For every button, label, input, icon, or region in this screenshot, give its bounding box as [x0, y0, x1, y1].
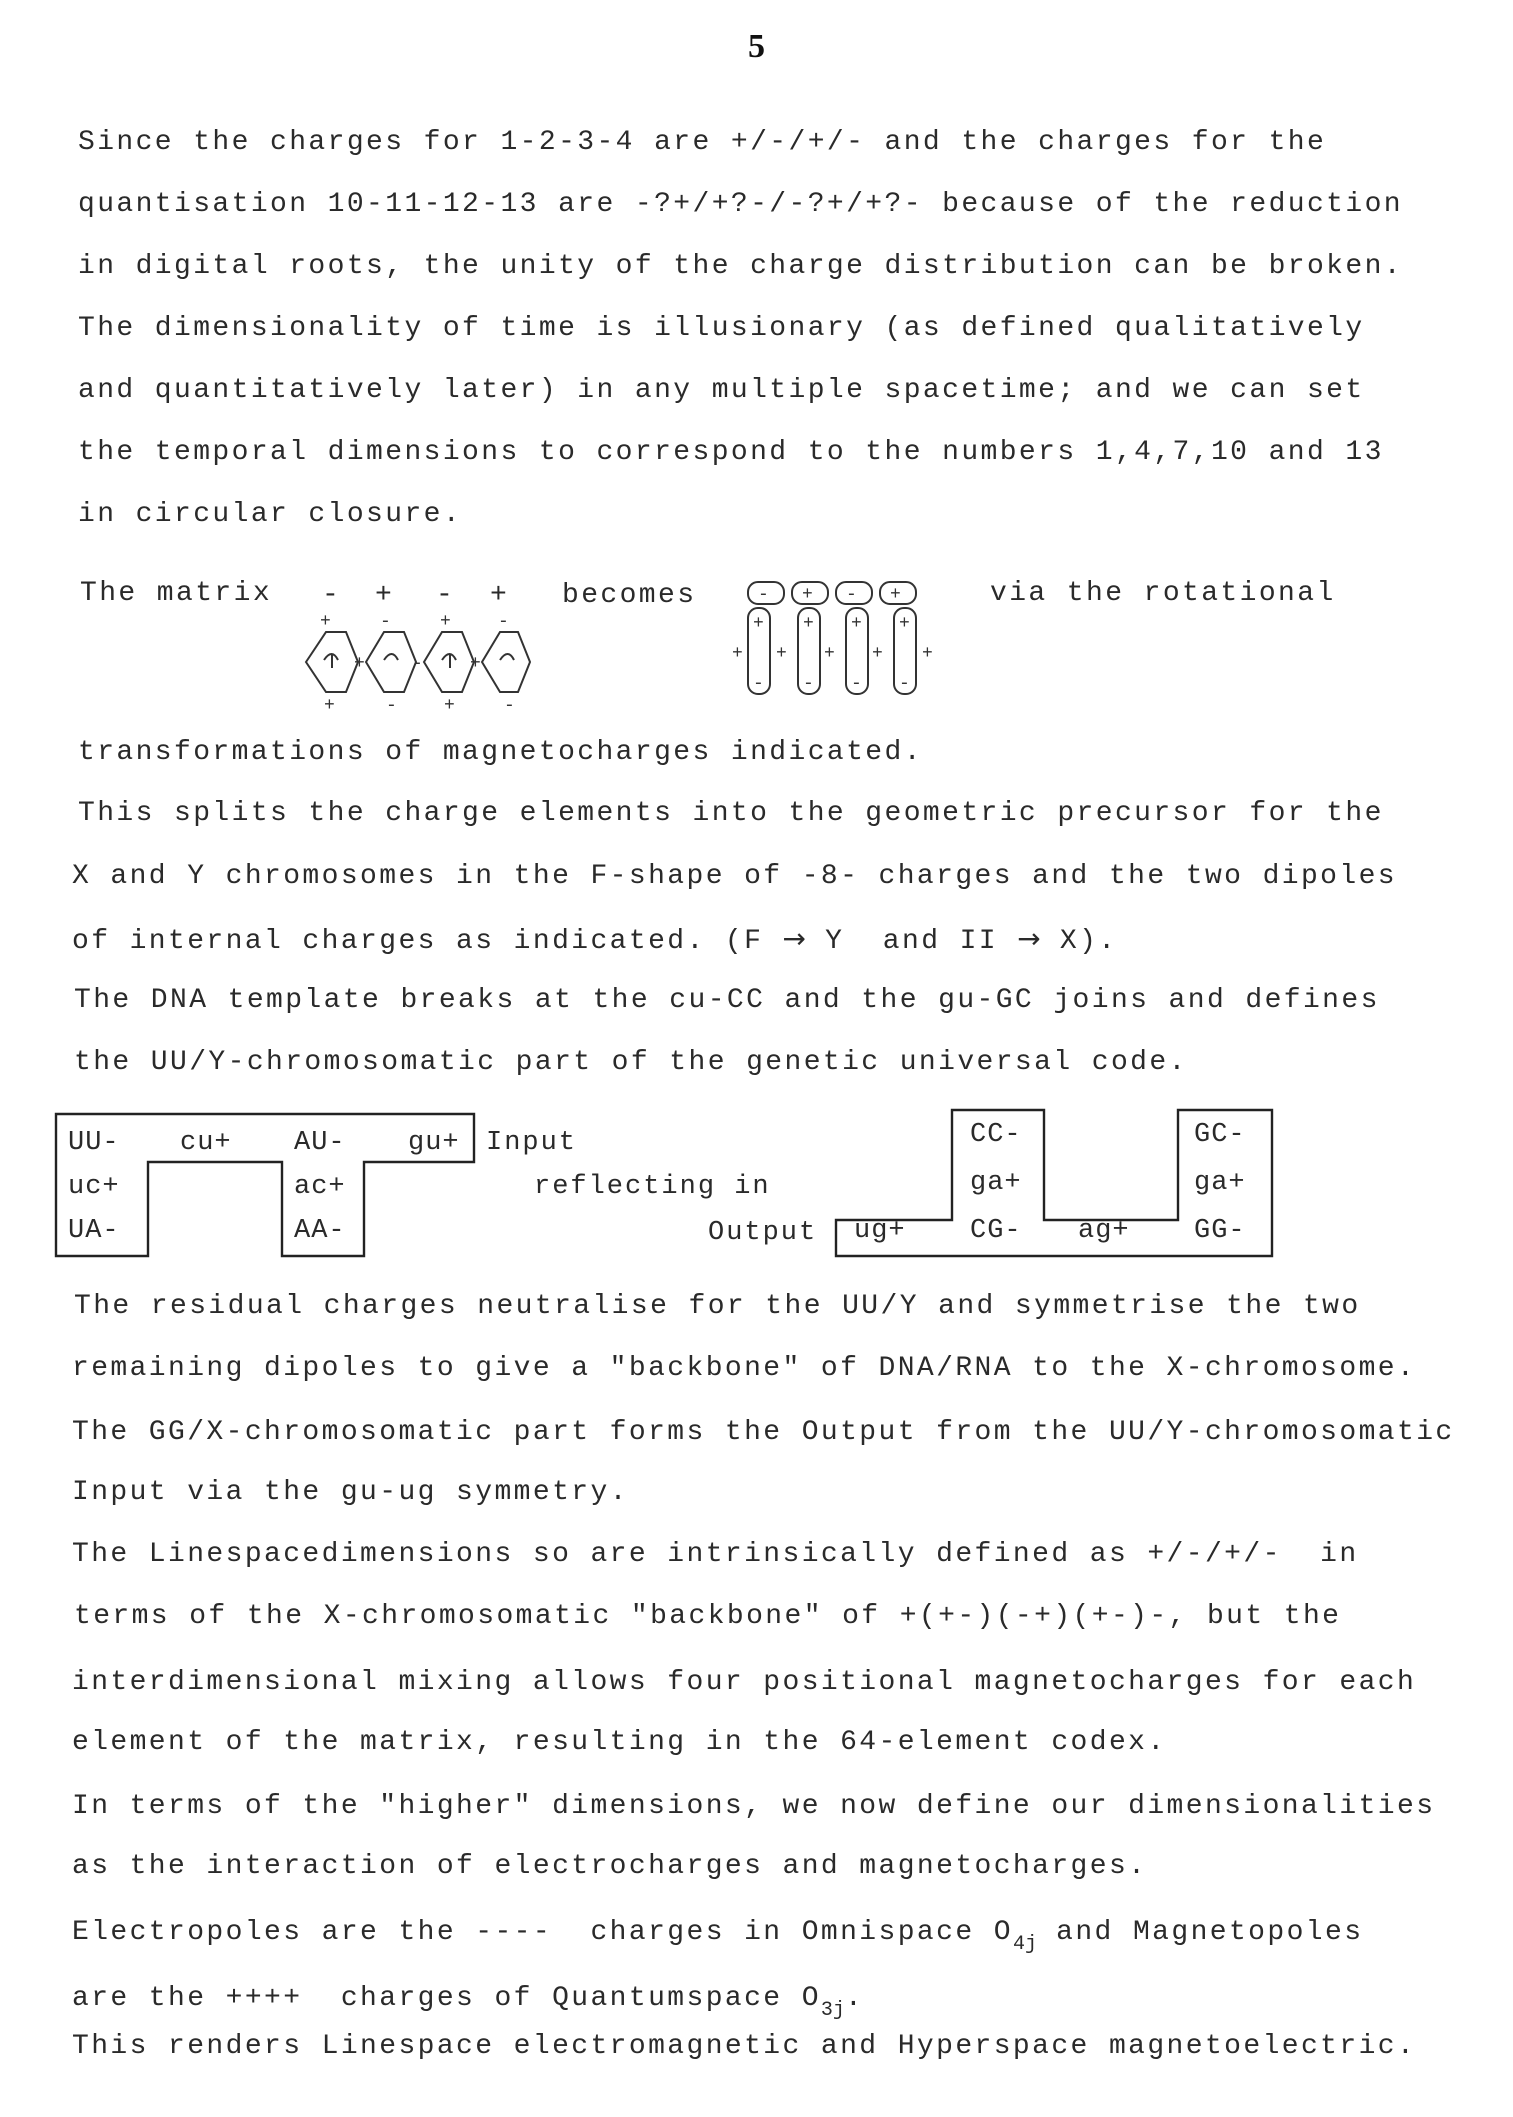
matrix-label: The matrix	[80, 578, 273, 609]
text-line: and quantitatively later) in any multiple spacetime; and we can set	[78, 375, 1365, 406]
hexagon-charge-diagram	[296, 612, 536, 712]
text-line: The dimensionality of time is illusionary (as defined qualitatively	[78, 313, 1365, 344]
svg-text:+: +	[753, 614, 764, 634]
text-line: This splits the charge elements into the geometric precursor for the	[78, 798, 1384, 829]
codon-cell: ga+	[1194, 1168, 1246, 1198]
svg-text:-: -	[380, 612, 391, 632]
svg-text:+: +	[899, 614, 910, 634]
internal-charges-text: of internal charges as indicated. (F	[72, 926, 783, 957]
svg-text:-: -	[386, 696, 397, 712]
codon-cell: gu+	[408, 1128, 460, 1158]
codon-cell: UA-	[68, 1216, 120, 1246]
svg-text:-: -	[851, 674, 862, 694]
svg-text:-: -	[899, 674, 910, 694]
text-line: as the interaction of electrocharges and magnetocharges.	[72, 1851, 1148, 1882]
arrow-right-icon: →	[1017, 922, 1041, 955]
text-line: in digital roots, the unity of the charge distribution can be broken.	[78, 251, 1403, 282]
text-line: The GG/X-chromosomatic part forms the Output from the UU/Y-chromosomatic	[72, 1417, 1455, 1448]
svg-text:+: +	[776, 644, 787, 664]
svg-text:+: +	[324, 696, 335, 712]
codon-cell: CC-	[970, 1120, 1022, 1150]
rotational-label: via the rotational	[990, 578, 1336, 609]
text-line: interdimensional mixing allows four positional magnetocharges for each	[72, 1667, 1417, 1698]
text-line	[72, 1982, 864, 2028]
codon-cell: GC-	[1194, 1120, 1246, 1150]
loop-charge-diagram	[728, 578, 948, 698]
input-label: Input	[486, 1128, 578, 1158]
svg-text:+: +	[803, 614, 814, 634]
codon-cell: cu+	[180, 1128, 232, 1158]
codon-cell: AA-	[294, 1216, 346, 1246]
text-line: X and Y chromosomes in the F-shape of -8- charges and the two dipoles	[72, 861, 1397, 892]
svg-text:-: -	[803, 674, 814, 694]
matrix-sign: -	[436, 580, 456, 611]
svg-text:-: -	[753, 674, 764, 694]
text-line: Input via the gu-ug symmetry.	[72, 1477, 629, 1508]
swirl-mark	[324, 654, 338, 668]
svg-text:+: +	[851, 614, 862, 634]
svg-text:+: +	[922, 644, 933, 664]
text-line: the temporal dimensions to correspond to the numbers 1,4,7,10 and 13	[78, 437, 1384, 468]
text-line: quantisation 10-11-12-13 are -?+/+?-/-?+/+?- because of the reduction	[78, 189, 1403, 220]
svg-text:+: +	[354, 654, 365, 674]
codon-cell: uc+	[68, 1172, 120, 1202]
svg-text:+: +	[444, 696, 455, 712]
text-line: Since the charges for 1-2-3-4 are +/-/+/- and the charges for the	[78, 127, 1327, 158]
text-line: the UU/Y-chromosomatic part of the genetic universal code.	[74, 1047, 1188, 1078]
swirl-mark	[442, 654, 456, 668]
svg-text:+: +	[440, 612, 451, 632]
output-label: Output	[708, 1218, 818, 1248]
codon-cell: ug+	[854, 1216, 906, 1246]
quantumspace-subscript: 3j	[820, 1999, 845, 2022]
text-line: remaining dipoles to give a "backbone" of DNA/RNA to the X-chromosome.	[72, 1353, 1417, 1384]
magnetopoles-text: and Magnetopoles	[1036, 1917, 1364, 1948]
codon-cell: AU-	[294, 1128, 346, 1158]
codon-cell: GG-	[1194, 1216, 1246, 1246]
matrix-sign: +	[375, 580, 395, 611]
svg-text:+: +	[890, 585, 901, 605]
text-line	[72, 922, 1118, 959]
hexagon-shape	[366, 632, 416, 692]
codon-cell: CG-	[970, 1216, 1022, 1246]
magnetopoles-text: are the ++++ charges of Quantumspace O	[72, 1983, 821, 2014]
text-line: transformations of magnetocharges indicated.	[78, 737, 923, 768]
matrix-sign: +	[490, 580, 510, 611]
hexagon-shape	[482, 632, 530, 692]
svg-text:+: +	[470, 654, 481, 674]
codon-cell: ga+	[970, 1168, 1022, 1198]
svg-text:+: +	[320, 612, 331, 632]
text-line: In terms of the "higher" dimensions, we now define our dimensionalities	[72, 1791, 1436, 1822]
electropoles-text: Electropoles are the ---- charges in Omnispace O	[72, 1917, 1013, 1948]
codon-cell: ac+	[294, 1172, 346, 1202]
matrix-sign: -	[322, 580, 342, 611]
codon-cell: UU-	[68, 1128, 120, 1158]
svg-text:+: +	[732, 644, 743, 664]
svg-text:-: -	[498, 612, 509, 632]
text-line: in circular closure.	[78, 499, 463, 530]
svg-text:-: -	[846, 585, 857, 605]
text-line: The Linespacedimensions so are intrinsically defined as +/-/+/- in	[72, 1539, 1359, 1570]
period-text: .	[844, 1983, 865, 2014]
svg-text:-: -	[504, 696, 515, 712]
becomes-label: becomes	[562, 580, 697, 611]
swirl-mark	[384, 654, 398, 660]
svg-text:+: +	[824, 644, 835, 664]
internal-charges-text: Y and II	[805, 926, 1018, 957]
text-line: This renders Linespace electromagnetic and Hyperspace magnetoelectric.	[72, 2031, 1417, 2062]
svg-text:+: +	[872, 644, 883, 664]
arrow-right-icon: →	[782, 922, 806, 955]
svg-text:+: +	[802, 585, 813, 605]
text-line: element of the matrix, resulting in the 64-element codex.	[72, 1727, 1167, 1758]
page-number: 5	[748, 28, 765, 65]
internal-charges-text: X).	[1040, 926, 1118, 957]
codon-cell: ag+	[1078, 1216, 1130, 1246]
omnispace-subscript: 4j	[1012, 1933, 1037, 1956]
svg-text:-: -	[758, 585, 769, 605]
text-line: The DNA template breaks at the cu-CC and the gu-GC joins and defines	[74, 985, 1380, 1016]
text-line: The residual charges neutralise for the UU/Y and symmetrise the two	[74, 1291, 1361, 1322]
text-line	[72, 1916, 1363, 1962]
text-line: terms of the X-chromosomatic "backbone" of +(+-)(-+)(+-)-, but the	[74, 1601, 1342, 1632]
svg-text:-: -	[412, 654, 423, 674]
reflecting-label: reflecting in	[534, 1172, 771, 1202]
swirl-mark	[500, 654, 514, 660]
